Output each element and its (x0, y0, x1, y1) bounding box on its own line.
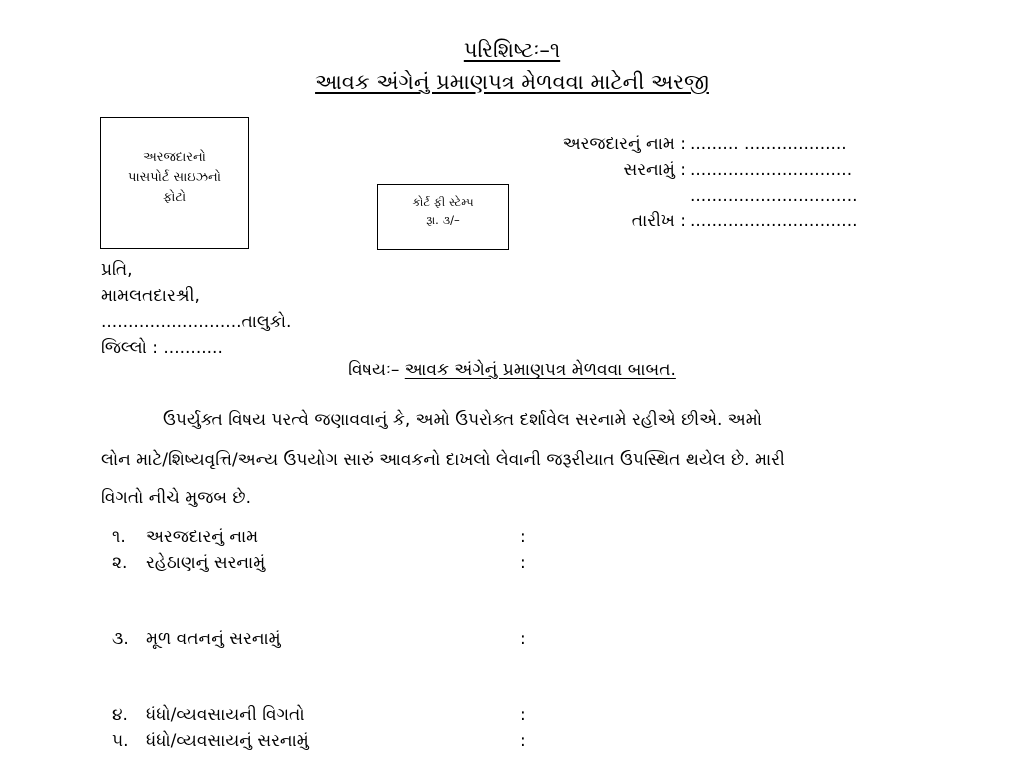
subject-label: વિષયઃ– (348, 360, 400, 380)
photo-box-line3: ફોટો (162, 190, 187, 205)
body-line-3: વિગતો નીચે મુજબ છે. (101, 488, 251, 508)
item-number: ૩. (112, 629, 129, 649)
subject-text: આવક અંગેનું પ્રમાણપત્ર મેળવવા બાબત. (404, 360, 676, 380)
date-label: તારીખ : (631, 211, 686, 231)
item-label: રહેઠાણનું સરનામું (146, 553, 266, 573)
address-blank: .............................. (690, 160, 853, 180)
item-occupation-details (112, 705, 305, 725)
item-colon: : (520, 731, 526, 751)
recipient-taluka: ..........................તાલુકો. (101, 312, 292, 332)
photo-box-line1: અરજદારનો (143, 150, 206, 165)
photo-box-line2: પાસપોર્ટ સાઇઝનો (128, 170, 221, 185)
item-applicant-name (112, 527, 258, 547)
body-line-1: ઉપર્યુક્ત વિષય પરત્વે જણાવવાનું કે, અમો ઉપરોક્ત દર્શાવેલ સરનામે રહીએ છીએ. અમો (163, 410, 762, 430)
item-number: ૨. (112, 553, 128, 573)
appendix-heading (0, 38, 1024, 63)
item-number: ૧. (112, 527, 126, 547)
item-label: ધંધો/વ્યવસાયની વિગતો (146, 705, 305, 725)
stamp-box-line1: કોર્ટ ફી સ્ટેમ્પ (412, 195, 474, 209)
item-label: મૂળ વતનનું સરનામું (146, 629, 281, 649)
item-native-address (112, 629, 281, 649)
item-label: ધંધો/વ્યવસાયનું સરનામું (146, 731, 309, 751)
address-field (536, 160, 852, 180)
form-title (0, 70, 1024, 95)
form-title-text: આવક અંગેનું પ્રમાણપત્ર મેળવવા માટેની અરજી (315, 70, 709, 94)
photo-box (100, 117, 249, 249)
stamp-box-line2: રૂા. ૩/– (426, 213, 460, 227)
date-blank: ............................... (690, 211, 858, 231)
body-line-2: લોન માટે/શિષ્યવૃત્તિ/અન્ય ઉપયોગ સારું આવકનો દાખલો લેવાની જરૂરીયાત ઉપસ્થિત થયેલ છે. મારી (101, 450, 785, 470)
item-colon: : (520, 705, 526, 725)
item-label: અરજદારનું નામ (146, 527, 259, 547)
date-field (536, 211, 858, 231)
appendix-label: પરિશિષ્ટઃ–૧ (463, 38, 561, 62)
court-fee-stamp-box (377, 184, 509, 250)
applicant-name-blank: ......... ................... (690, 134, 847, 154)
item-number: ૫. (112, 731, 129, 751)
item-number: ૪. (112, 705, 128, 725)
item-occupation-address (112, 731, 309, 751)
item-residence-address (112, 553, 265, 573)
item-colon: : (520, 553, 526, 573)
recipient-district: જિલ્લો : ........... (101, 338, 223, 358)
applicant-name-field (536, 134, 847, 154)
item-colon: : (520, 629, 526, 649)
recipient-to: પ્રતિ, (101, 260, 133, 280)
subject-line (0, 360, 1024, 380)
applicant-name-label: અરજદારનું નામ : (562, 134, 686, 154)
item-colon: : (520, 527, 526, 547)
address-label: સરનામું : (623, 160, 686, 180)
recipient-officer: મામલતદારશ્રી, (101, 286, 200, 306)
address-blank-line2: ............................... (690, 186, 858, 206)
